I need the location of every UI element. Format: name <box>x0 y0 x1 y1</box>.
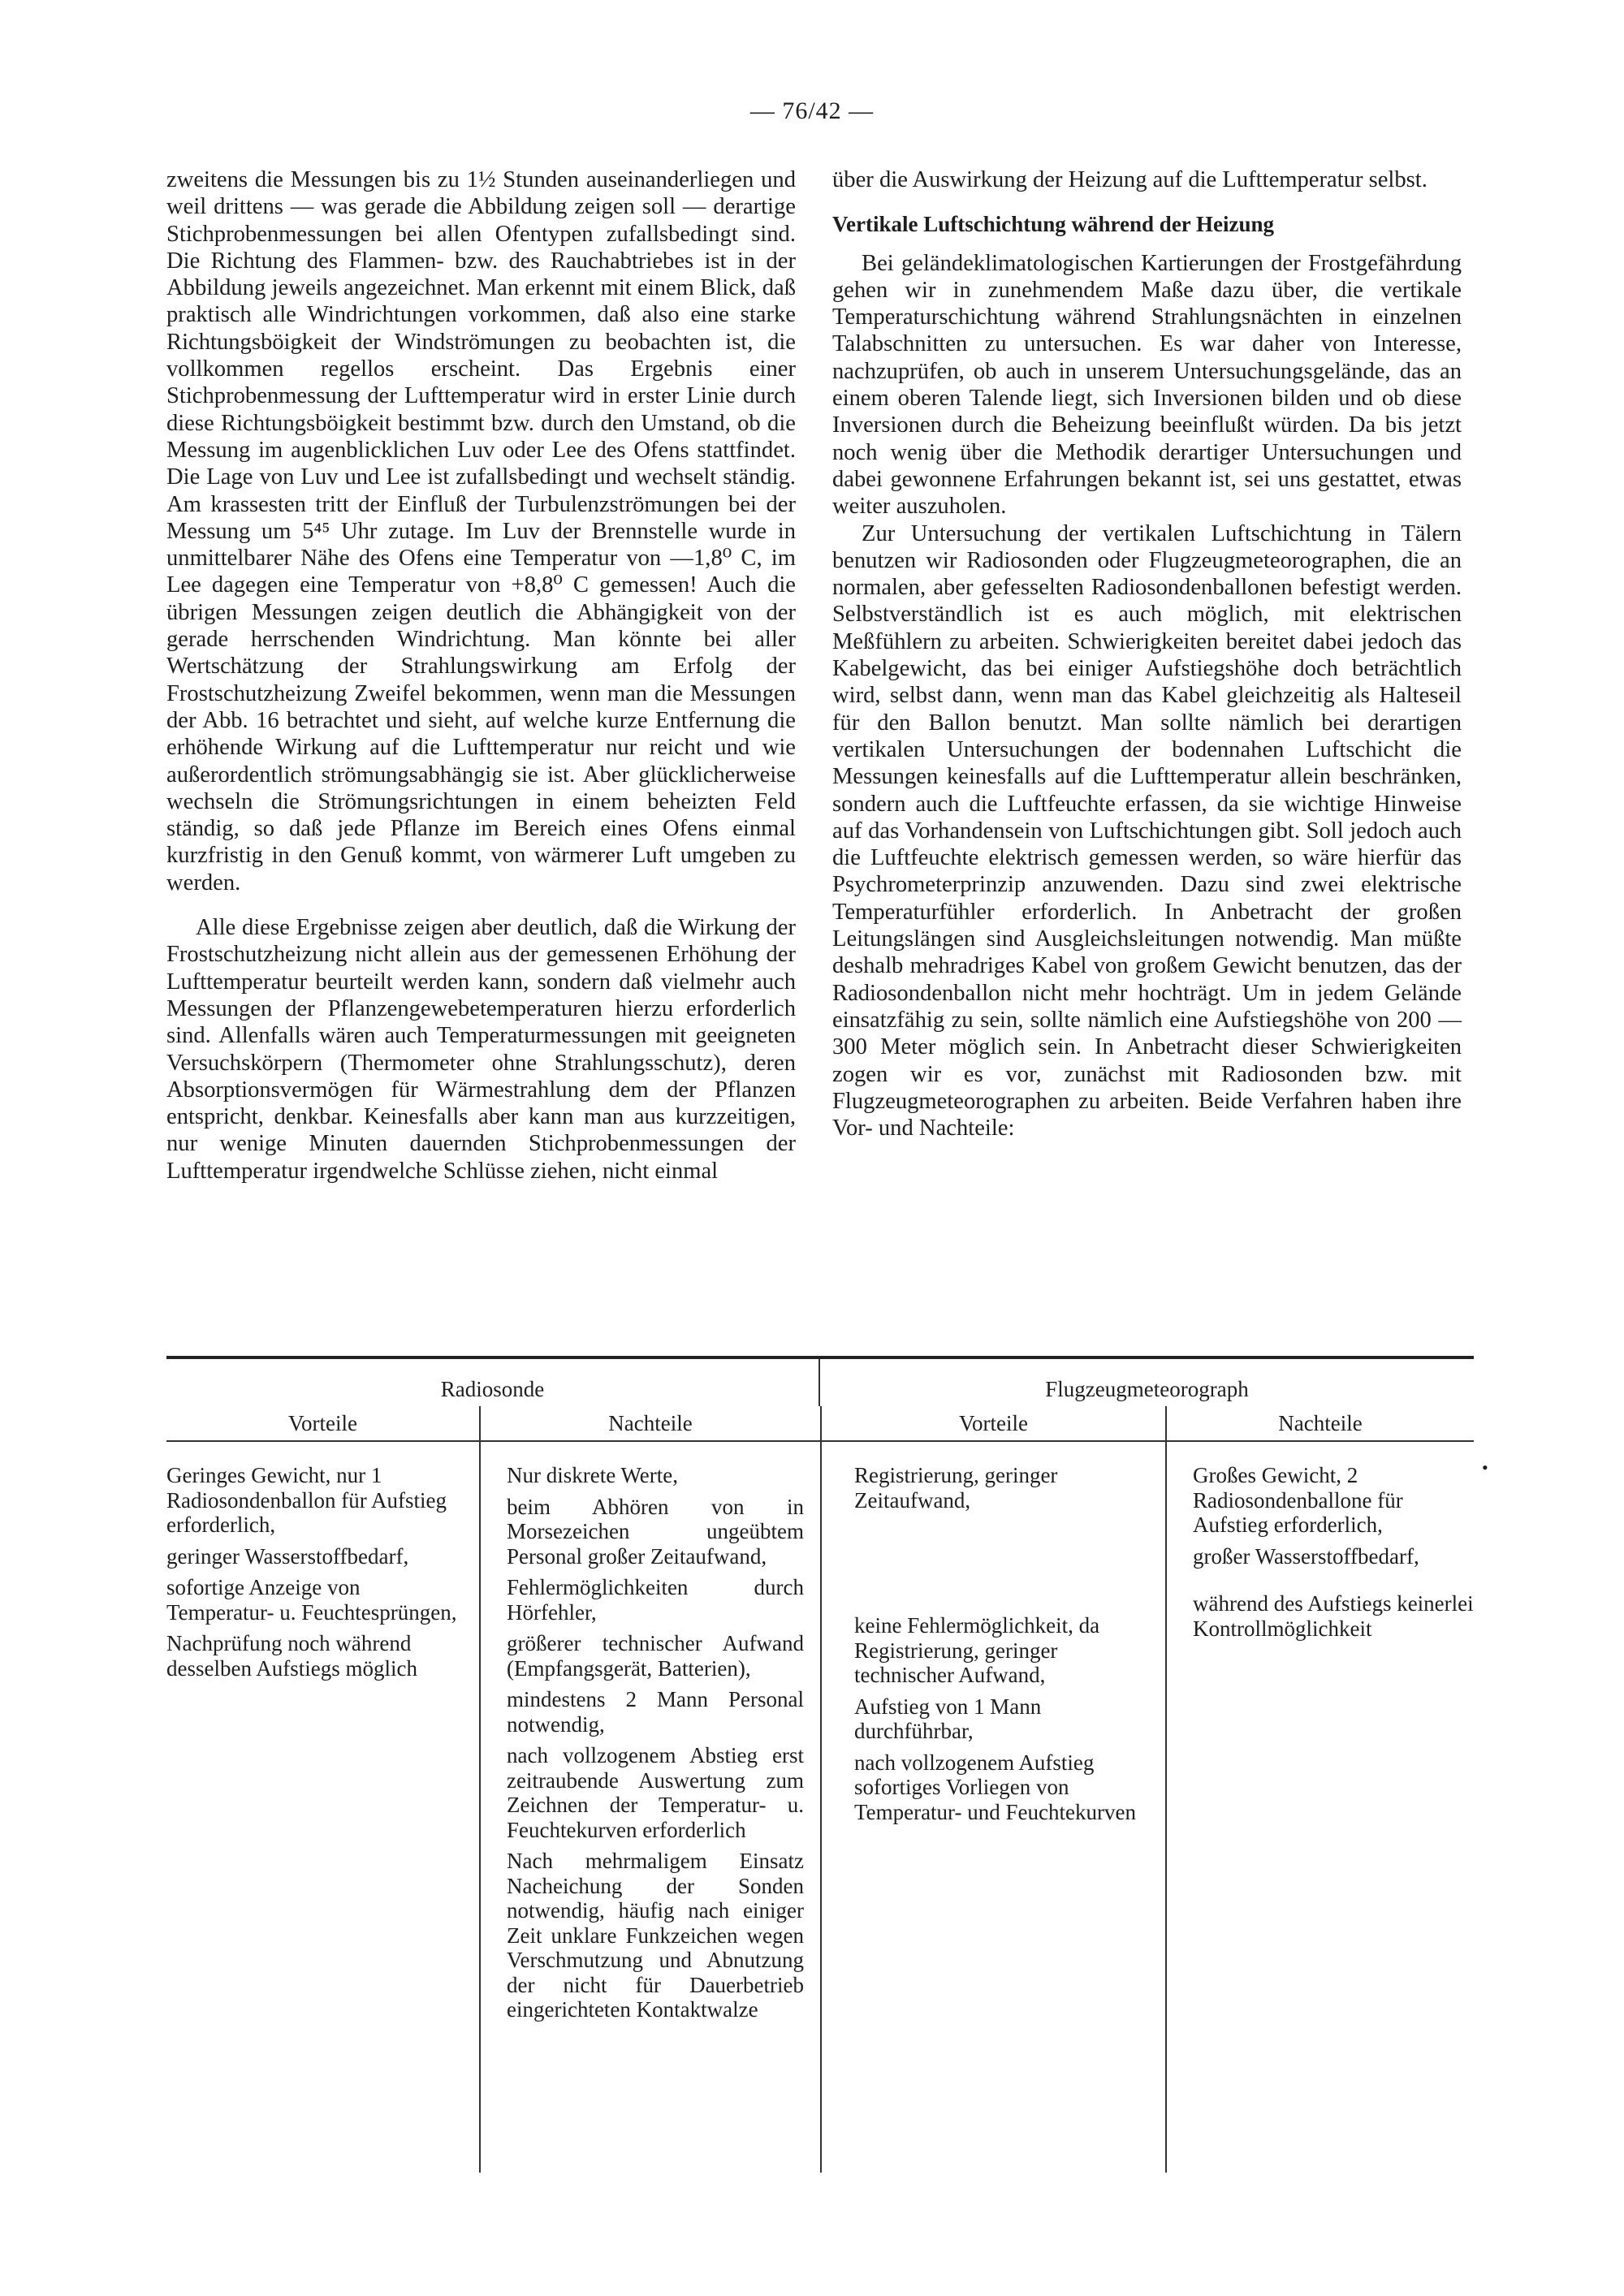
paragraph: Zur Untersuchung der vertikalen Luftschichtung in Tälern benutzen wir Radiosonden oder Flugzeugmeteorographen, die an normalen, aber gefesselten Radiosondenballonen befestigt werden. Selbstverständlich ist es auch möglich, mit elektrischen Meßfühlern zu arbeiten. Schwierigkeiten bereitet dabei jedoch das Kabelgewicht, das bei einiger Aufstiegshöhe doch beträchtlich wird, selbst dann, wenn man das Kabel gleichzeitig als Halteseil für den Ballon benutzt. Man sollte nämlich bei derartigen vertikalen Untersuchungen der bodennahen Luftschicht die Messungen keinesfalls auf die Lufttemperatur allein beschränken, sondern auch die Luftfeuchte erfassen, da sie wichtige Hinweise auf das Vorhandensein von Luftschichtungen gibt. Soll jedoch auch die Luftfeuchte elektrisch gemessen werden, so wäre hierfür das Psychrometerprinzip anzuwenden. Dazu sind zwei elektrische Temperaturfühler erforderlich. In Anbetracht der großen Leitungslängen sind Ausgleichsleitungen notwendig. Man müßte deshalb mehradriges Kabel von großem Gewicht benutzen, das der Radiosondenballon nicht mehr hochträgt. Um in jedem Gelände einsatzfähig zu sein, sollte nämlich eine Aufstiegshöhe von 200 — 300 Meter möglich sein. In Anbetracht dieser Schwierigkeiten zogen wir es vor, zunächst mit Radiosonden bzw. mit Flugzeugmeteorographen zu arbeiten. Beide Verfahren haben ihre Vor- und Nachteile: <box>832 520 1462 1142</box>
paragraph: Bei geländeklimatologischen Kartierungen der Frostgefährdung gehen wir in zunehmendem Maße dazu über, die vertikale Temperaturschichtung während Strahlungsnächten in einzelnen Talabschnitten zu untersuchen. Es war daher von Interesse, nachzuprüfen, ob auch in unserem Untersuchungsgelände, das an einem oberen Talende liegt, sich Inversionen bilden und ob diese Inversionen durch die Beheizung beeinflußt würden. Da bis jetzt noch wenig über die Methodik derartiger Untersuchungen und dabei gewonnene Erfahrungen bekannt ist, sei uns gestattet, etwas weiter auszuholen. <box>832 250 1462 520</box>
cell-flugzeug-nachteile <box>1165 1442 1474 2173</box>
table-body <box>166 1442 1474 2173</box>
list-item: sofortige Anzeige von Temperatur- u. Feuchtesprüngen, <box>166 1575 457 1625</box>
list-item: Fehlermöglichkeiten durch Hörfehler, <box>507 1575 804 1625</box>
table-subheader <box>166 1406 1474 1442</box>
list-item: Nur diskrete Werte, <box>507 1463 679 1487</box>
subheader-vorteile: Vorteile <box>288 1410 357 1435</box>
subheader-vorteile: Vorteile <box>820 1406 1165 1440</box>
comparison-table <box>166 1356 1474 2173</box>
page-number: — 76/42 — <box>749 97 875 124</box>
list-item: mindestens 2 Mann Personal notwendig, <box>507 1687 804 1737</box>
list-item: Aufstieg von 1 Mann durchführbar, <box>854 1694 1042 1743</box>
left-column <box>166 166 796 1185</box>
table-group-header <box>166 1359 1474 1406</box>
list-item: Registrierung, geringer Zeitaufwand, <box>854 1463 1058 1513</box>
subheader-nachteile: Nachteile <box>1165 1406 1474 1440</box>
list-item: beim Abhören von in Morsezeichen ungeübtem Personal großer Zeitaufwand, <box>507 1494 804 1569</box>
cell-radiosonde-vorteile <box>166 1442 479 2173</box>
cell-radiosonde-nachteile <box>479 1442 820 2173</box>
group-flugzeugmeteorograph: Flugzeugmeteorograph <box>1045 1376 1249 1401</box>
list-item: großer Wasserstoffbedarf, <box>1193 1543 1419 1569</box>
list-item: nach vollzogenem Aufstieg sofortiges Vorliegen von Temperatur- und Feuchtekurven <box>854 1750 1136 1824</box>
list-item: geringer Wasserstoffbedarf, <box>166 1543 409 1569</box>
subheader-nachteile: Nachteile <box>479 1406 820 1440</box>
paragraph: Alle diese Ergebnisse zeigen aber deutlich, daß die Wirkung der Frostschutzheizung nicht allein aus der gemessenen Erhöhung der Lufttemperatur beurteilt werden kann, sondern daß vielmehr auch Messungen der Pflanzengewebetemperaturen hierzu erforderlich sind. Allenfalls wären auch Temperaturmessungen mit geeigneten Versuchskörpern (Thermometer ohne Strahlungsschutz), deren Absorptionsvermögen für Wärmestrahlung dem der Pflanzen entspricht, denkbar. Keinesfalls aber kann man aus kurzzeitigen, nur wenige Minuten dauernden Stichprobenmessungen der Lufttemperatur irgendwelche Schlüsse ziehen, nicht einmal <box>166 915 796 1184</box>
cell-flugzeug-vorteile <box>820 1442 1165 2173</box>
list-item: Geringes Gewicht, nur 1 Radiosondenballon für Aufstieg erforderlich, <box>166 1463 447 1537</box>
paragraph: über die Auswirkung der Heizung auf die Lufttemperatur selbst. <box>832 167 1427 192</box>
list-item: während des Aufstiegs keinerlei Kontrollmöglichkeit <box>1193 1591 1474 1641</box>
list-item: keine Fehlermöglichkeit, da Registrierung, geringer technischer Aufwand, <box>854 1613 1100 1687</box>
list-item: Nachprüfung noch während desselben Aufstiegs möglich <box>166 1631 417 1681</box>
group-radiosonde: Radiosonde <box>166 1359 820 1406</box>
right-column <box>832 166 1462 1142</box>
section-heading: Vertikale Luftschichtung während der Heizung <box>832 212 1275 237</box>
list-item: Nach mehrmaligem Einsatz Nacheichung der Sonden notwendig, häufig nach einiger Zeit unklare Funkzeichen wegen Verschmutzung und Abnutzung der nicht für Dauerbetrieb eingerichteten Kontaktwalze <box>507 1849 804 2022</box>
list-item: Großes Gewicht, 2 Radiosondenballone für Aufstieg erforderlich, <box>1193 1463 1403 1537</box>
stray-mark: • <box>1482 1457 1488 1478</box>
spacer <box>854 1519 1149 1613</box>
list-item: größerer technischer Aufwand (Empfangsgerät, Batterien), <box>507 1631 804 1681</box>
paragraph: zweitens die Messungen bis zu 1½ Stunden auseinanderliegen und weil drittens — was gerade die Abbildung zeigen soll — derartige Stichprobenmessungen bei allen Ofentypen zufallsbedingt sind. Die Richtung des Flammen- bzw. des Rauchabtriebes ist in der Abbildung jeweils angezeichnet. Man erkennt mit einem Blick, daß praktisch alle Windrichtungen vorkommen, daß also eine starke Richtungsböigkeit der Windströmungen zu beobachten ist, die vollkommen regellos erscheint. Das Ergebnis einer Stichprobenmessung der Lufttemperatur wird in erster Linie durch diese Richtungsböigkeit bestimmt bzw. durch den Umstand, ob die Messung im augenblicklichen Luv oder Lee des Ofens stattfindet. Die Lage von Luv und Lee ist zufallsbedingt und wechselt ständig. Am krassesten tritt der Einfluß der Turbulenzströmungen bei der Messung um 5⁴⁵ Uhr zutage. Im Luv der Brennstelle wurde in unmittelbarer Nähe des Ofens eine Temperatur von —1,8⁰ C, im Lee dagegen eine Temperatur von +8,8⁰ C gemessen! Auch die übrigen Messungen zeigen deutlich die Abhängigkeit von der gerade herrschenden Windrichtung. Man könnte bei aller Wertschätzung der Strahlungswirkung am Erfolg der Frostschutzheizung Zweifel bekommen, wenn man die Messungen der Abb. 16 betrachtet und sieht, auf welche kurze Entfernung die erhöhende Wirkung auf die Lufttemperatur nur reicht und wie außerordentlich strömungsabhängig sie ist. Aber glücklicherweise wechseln die Strömungsrichtungen in einem beheizten Feld ständig, so daß jede Pflanze im Bereich eines Ofens einmal kurzfristig in den Genuß kommt, von wärmerer Luft umgeben zu werden. <box>166 167 796 896</box>
spacer <box>1193 1575 1474 1591</box>
list-item: nach vollzogenem Abstieg erst zeitraubende Auswertung zum Zeichnen der Temperatur- u. Feuchtekurven erforderlich <box>507 1743 804 1842</box>
